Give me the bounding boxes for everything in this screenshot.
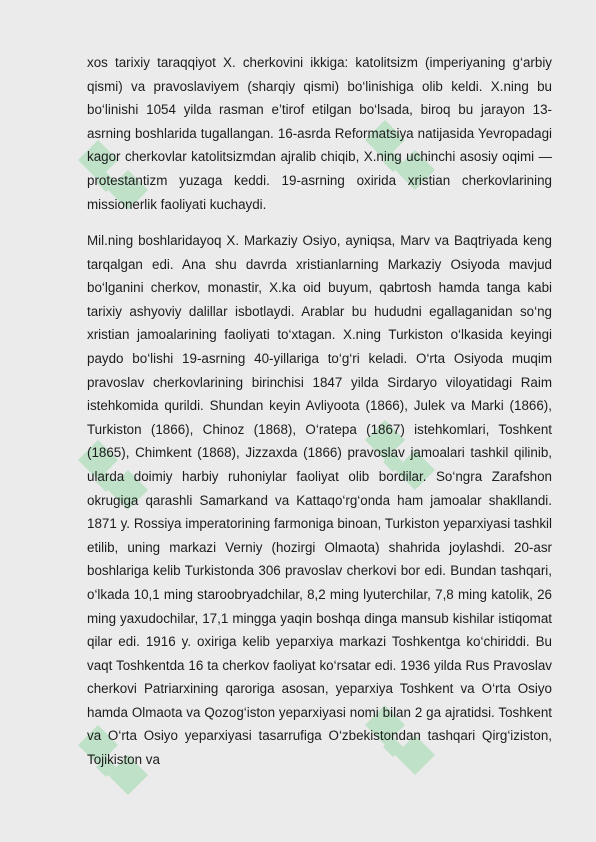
body-paragraph: Mil.ning boshlaridayoq X. Markaziy Osiyo, ayniqsa, Marv va Baqtriyada keng tarqalgan edi. Ana shu davrda xristianlarning Markaziy Osiyoda mavjud bo‘lganini cherkov, monastir, X.ka oid buyum, qabrtosh hamda tanga kabi tarixiy ashyoviy dalillar isbotlaydi. Arablar bu hududni egallaganidan so‘ng xristian jamoalarining faoliyati to‘xtagan. X.ning Turkiston o‘lkasida keyingi paydo bo‘lishi 19-asrning 40-yillariga to‘g‘ri keladi. O‘rta Osiyoda muqim pravoslav cherkovlarining birinchisi 1847 yilda Sirdaryo viloyatidagi Raim istehkomida qurildi. Shundan keyin Avliyoota (1866), Julek va Marki (1866), Turkiston (1866), Chinoz (1868), O‘ratepa (1867) istehkomlari, Toshkent (1865), Chimkent (1868), Jizzaxda (1866) pravoslav jamoalari tashkil qilinib, ularda doimiy harbiy ruhoniylar faoliyat olib bordilar. So‘ngra Zarafshon okrugiga qarashli Samarkand va Kattaqo‘rg‘onda ham jamoalar shakllandi. 1871 y. Rossiya imperatorining farmoniga binoan, Turkiston yeparxiyasi tashkil etilib, uning markazi Verniy (hozirgi Olmaota) shahrida joylashdi. 20-asr boshlariga kelib Turkistonda 306 pravoslav cherkovi bor edi. Bundan tashqari, o‘lkada 10,1 ming staroobryadchilar, 8,2 ming lyuterchilar, 7,8 ming katolik, 26 ming yaxudochilar, 17,1 mingga yaqin boshqa dinga mansub kishilar istiqomat qilar edi. 1916 y. oxiriga kelib yeparxiya markazi Toshkentga ko‘chiriddi. Bu vaqt Toshkentda 16 ta cherkov faoliyat ko‘rsatar edi. 1936 yilda Rus Pravoslav cherkovi Patriarxining qaroriga asosan, yeparxiya Toshkent va O‘rta Osiyo hamda Olmaota va Qozog‘iston yeparxiyasi nomi bilan 2 ga ajratidsi. Toshkent va O‘rta Osiyo yeparxiyasi tasarrufiga O‘zbekistondan tashqari Qirg‘iziston, Tojikiston va <box>87 233 552 768</box>
body-paragraph: xos tarixiy taraqqiyot X. cherkovini ikkiga: katolitsizm (imperiyaning g‘arbiy qismi) va pravoslaviyem (sharqiy qismi) bo‘linishiga olib keldi. X.ning bu bo‘linishi 1054 yilda rasman e’tirof etilgan bo‘lsada, biroq bu jarayon 13-asrning boshlarida tugallangan. 16-asrda Reformatsiya natijasida Yevropadagi kagor cherkovlar katolitsizmdan ajralib chiqib, X.ning uchinchi asosiy oqimi — protestantizm yuzaga keddi. 19-asrning oxirida xristian cherkovlarining missionerlik faoliyati kuchaydi. <box>87 55 552 212</box>
